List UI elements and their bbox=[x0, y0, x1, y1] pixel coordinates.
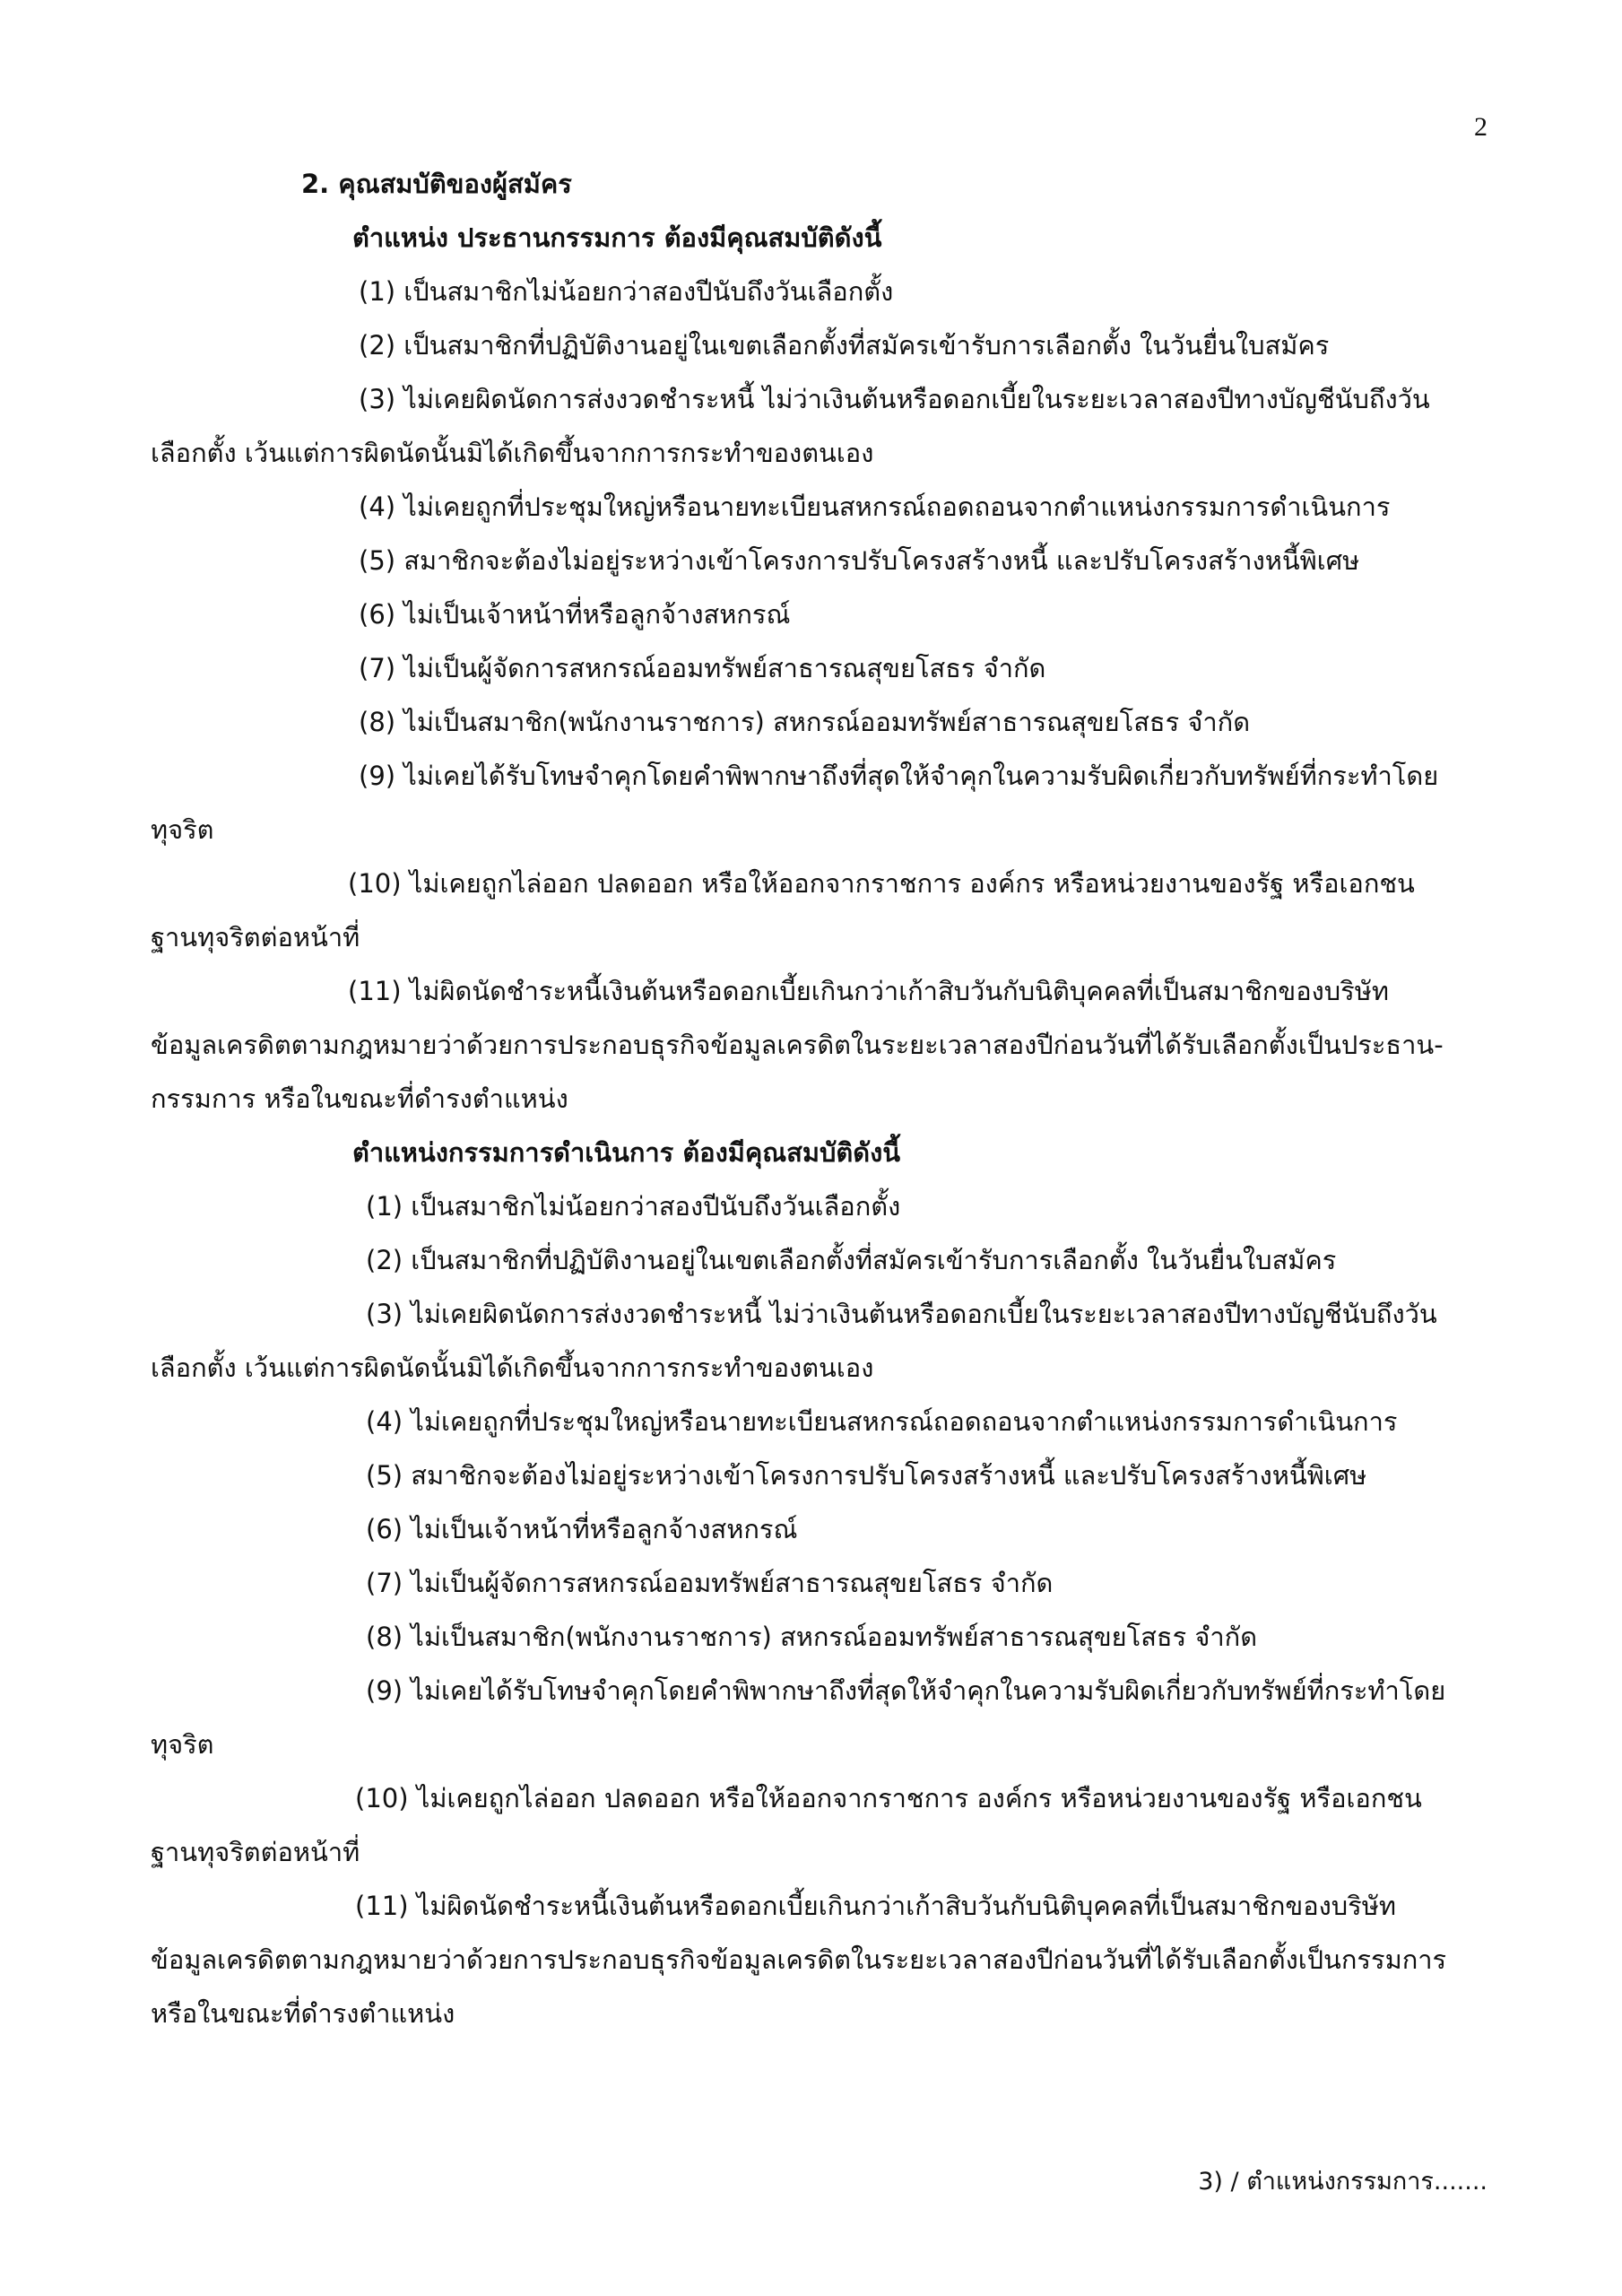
director-item-2: (2) เป็นสมาชิกที่ปฏิบัติงานอยู่ในเขตเลือกตั้งที่สมัครเข้ารับการเลือกตั้ง ในวันยื่นใบสมัคร bbox=[366, 1245, 1337, 1275]
director-item-11-cont2: หรือในขณะที่ดำรงตำแหน่ง bbox=[151, 1998, 455, 2029]
chairman-item-10-cont: ฐานทุจริตต่อหน้าที่ bbox=[151, 922, 360, 952]
director-item-3-cont: เลือกตั้ง เว้นแต่การผิดนัดนั้นมิได้เกิดขึ้นจากการกระทำของตนเอง bbox=[151, 1352, 874, 1383]
chairman-item-9: (9) ไม่เคยได้รับโทษจำคุกโดยคำพิพากษาถึงที่สุดให้จำคุกในความรับผิดเกี่ยวกับทรัพย์ที่กระทำโดย bbox=[359, 761, 1439, 791]
chairman-item-5: (5) สมาชิกจะต้องไม่อยู่ระหว่างเข้าโครงการปรับโครงสร้างหนี้ และปรับโครงสร้างหนี้พิเศษ bbox=[359, 545, 1360, 576]
director-item-9: (9) ไม่เคยได้รับโทษจำคุกโดยคำพิพากษาถึงที่สุดให้จำคุกในความรับผิดเกี่ยวกับทรัพย์ที่กระทำโดย bbox=[366, 1675, 1446, 1706]
chairman-item-11-cont: ข้อมูลเครดิตตามกฎหมายว่าด้วยการประกอบธุรกิจข้อมูลเครดิตในระยะเวลาสองปีก่อนวันที่ได้รับเลือกตั้งเป็นประธาน- bbox=[151, 1030, 1444, 1060]
section-heading: 2. คุณสมบัติของผู้สมัคร bbox=[301, 169, 572, 199]
chairman-item-4: (4) ไม่เคยถูกที่ประชุมใหญ่หรือนายทะเบียนสหกรณ์ถอดถอนจากตำแหน่งกรรมการดำเนินการ bbox=[359, 491, 1391, 522]
director-item-10-cont: ฐานทุจริตต่อหน้าที่ bbox=[151, 1837, 360, 1867]
chairman-item-11-cont2: กรรมการ หรือในขณะที่ดำรงตำแหน่ง bbox=[151, 1083, 568, 1114]
director-item-11: (11) ไม่ผิดนัดชำระหนี้เงินต้นหรือดอกเบี้ยเกินกว่าเก้าสิบวันกับนิติบุคคลที่เป็นสมาชิกของบริษัท bbox=[355, 1891, 1396, 1921]
director-item-4: (4) ไม่เคยถูกที่ประชุมใหญ่หรือนายทะเบียนสหกรณ์ถอดถอนจากตำแหน่งกรรมการดำเนินการ bbox=[366, 1406, 1398, 1437]
continuation-note: 3) / ตำแหน่งกรรมการ....... bbox=[1198, 2168, 1488, 2196]
chairman-title: ตำแหน่ง ประธานกรรมการ ต้องมีคุณสมบัติดังนี้ bbox=[352, 222, 882, 253]
director-item-3: (3) ไม่เคยผิดนัดการส่งงวดชำระหนี้ ไม่ว่าเงินต้นหรือดอกเบี้ยในระยะเวลาสองปีทางบัญชีนับถึงวัน bbox=[366, 1299, 1437, 1329]
chairman-item-8: (8) ไม่เป็นสมาชิก(พนักงานราชการ) สหกรณ์ออมทรัพย์สาธารณสุขยโสธร จำกัด bbox=[359, 707, 1251, 737]
chairman-item-10: (10) ไม่เคยถูกไล่ออก ปลดออก หรือให้ออกจากราชการ องค์กร หรือหน่วยงานของรัฐ หรือเอกชน bbox=[348, 868, 1415, 899]
director-item-7: (7) ไม่เป็นผู้จัดการสหกรณ์ออมทรัพย์สาธารณสุขยโสธร จำกัด bbox=[366, 1568, 1054, 1598]
director-item-1: (1) เป็นสมาชิกไม่น้อยกว่าสองปีนับถึงวันเลือกตั้ง bbox=[366, 1191, 901, 1222]
chairman-item-3: (3) ไม่เคยผิดนัดการส่งงวดชำระหนี้ ไม่ว่าเงินต้นหรือดอกเบี้ยในระยะเวลาสองปีทางบัญชีนับถึงวัน bbox=[359, 384, 1430, 414]
chairman-item-2: (2) เป็นสมาชิกที่ปฏิบัติงานอยู่ในเขตเลือกตั้งที่สมัครเข้ารับการเลือกตั้ง ในวันยื่นใบสมัคร bbox=[359, 330, 1330, 361]
director-item-11-cont: ข้อมูลเครดิตตามกฎหมายว่าด้วยการประกอบธุรกิจข้อมูลเครดิตในระยะเวลาสองปีก่อนวันที่ได้รับเลือกตั้งเป็นกรรมการ bbox=[151, 1944, 1447, 1975]
chairman-item-1: (1) เป็นสมาชิกไม่น้อยกว่าสองปีนับถึงวันเลือกตั้ง bbox=[359, 276, 894, 307]
director-item-5: (5) สมาชิกจะต้องไม่อยู่ระหว่างเข้าโครงการปรับโครงสร้างหนี้ และปรับโครงสร้างหนี้พิเศษ bbox=[366, 1460, 1367, 1491]
director-item-9-cont: ทุจริต bbox=[151, 1729, 214, 1760]
director-item-6: (6) ไม่เป็นเจ้าหน้าที่หรือลูกจ้างสหกรณ์ bbox=[366, 1514, 798, 1544]
chairman-item-9-cont: ทุจริต bbox=[151, 814, 214, 845]
chairman-item-3-cont: เลือกตั้ง เว้นแต่การผิดนัดนั้นมิได้เกิดขึ้นจากการกระทำของตนเอง bbox=[151, 438, 874, 468]
director-item-8: (8) ไม่เป็นสมาชิก(พนักงานราชการ) สหกรณ์ออมทรัพย์สาธารณสุขยโสธร จำกัด bbox=[366, 1622, 1258, 1652]
chairman-item-6: (6) ไม่เป็นเจ้าหน้าที่หรือลูกจ้างสหกรณ์ bbox=[359, 599, 791, 630]
chairman-item-7: (7) ไม่เป็นผู้จัดการสหกรณ์ออมทรัพย์สาธารณสุขยโสธร จำกัด bbox=[359, 653, 1046, 683]
director-title: ตำแหน่งกรรมการดำเนินการ ต้องมีคุณสมบัติดังนี้ bbox=[352, 1137, 901, 1168]
chairman-item-11: (11) ไม่ผิดนัดชำระหนี้เงินต้นหรือดอกเบี้ยเกินกว่าเก้าสิบวันกับนิติบุคคลที่เป็นสมาชิกของบริษัท bbox=[348, 976, 1389, 1006]
page-number: 2 bbox=[1474, 112, 1488, 142]
director-item-10: (10) ไม่เคยถูกไล่ออก ปลดออก หรือให้ออกจากราชการ องค์กร หรือหน่วยงานของรัฐ หรือเอกชน bbox=[355, 1783, 1422, 1813]
